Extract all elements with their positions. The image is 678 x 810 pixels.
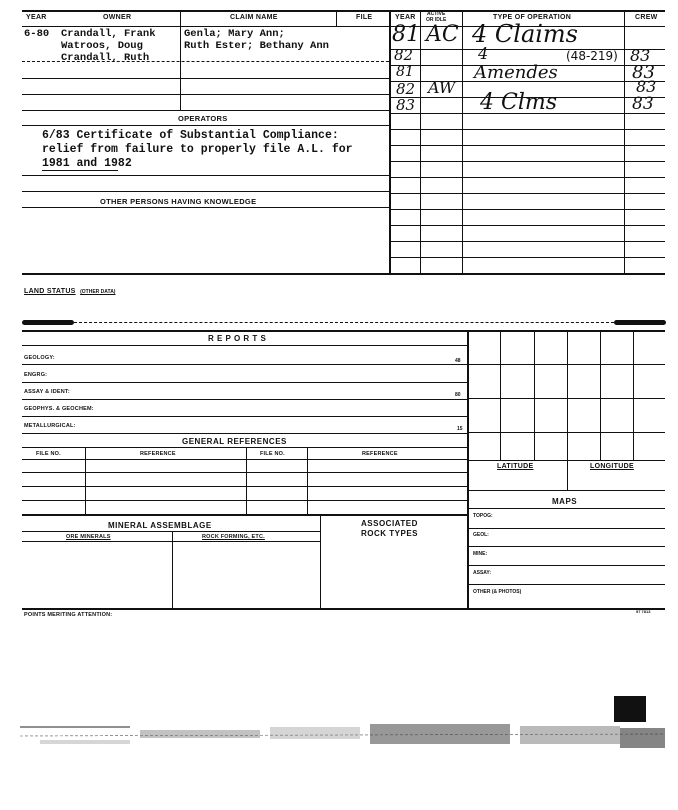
year2-header: YEAR — [395, 14, 416, 21]
longitude-label: LONGITUDE — [590, 463, 634, 470]
year-header: YEAR — [26, 14, 47, 21]
owner-name-1: Crandall, Frank — [61, 28, 156, 40]
land-status-subtitle: (OTHER DATA) — [80, 289, 116, 295]
reports-metallurgical-num: 15 — [457, 426, 463, 432]
owner-year: 6-80 — [24, 28, 50, 40]
claim-name-2: Ruth Ester; Bethany Ann — [184, 40, 329, 52]
claim-name-header: CLAIM NAME — [230, 14, 278, 21]
op-5-crew: 83 — [632, 94, 654, 114]
maps-title: MAPS — [552, 497, 578, 506]
maps-topog: TOPOG: — [473, 513, 493, 519]
op-2-note: (48-219) — [566, 49, 618, 63]
ref-header-file-no-1: FILE NO. — [36, 451, 61, 457]
operators-line-2: relief from failure to properly file A.L. for — [42, 143, 353, 156]
op-3-type: Amendes — [474, 62, 558, 83]
reports-geology-num: 48 — [455, 358, 461, 364]
reports-title: R E P O R T S — [208, 334, 267, 343]
op-5-year: 83 — [396, 96, 416, 114]
owner-header: OWNER — [103, 14, 132, 21]
claim-name-1: Genla; Mary Ann; — [184, 28, 285, 40]
divider-tab-right — [614, 320, 666, 325]
reports-assay-num: 80 — [455, 392, 461, 398]
op-4-year: 82 — [396, 80, 416, 98]
file-header: FILE — [356, 14, 373, 21]
form-number: 97 7813 — [636, 609, 651, 614]
reports-engrg-label: ENGRG: — [24, 372, 48, 378]
reports-assay-label: ASSAY & IDENT: — [24, 389, 70, 395]
owner-name-3: Crandall, Ruth — [61, 52, 150, 64]
op-4-status: AW — [428, 78, 456, 97]
op-1-type: 4 Claims — [472, 20, 578, 48]
op-4-crew: 83 — [636, 77, 657, 96]
operators-line-3: 1981 and 1982 — [42, 157, 132, 170]
land-status — [24, 280, 115, 298]
general-references-title: GENERAL REFERENCES — [182, 437, 287, 446]
type-of-operation-header: TYPE OF OPERATION — [493, 14, 572, 21]
ref-header-reference-2: REFERENCE — [362, 451, 398, 457]
other-persons-title: OTHER PERSONS HAVING KNOWLEDGE — [100, 197, 257, 206]
points-meriting-attention: POINTS MERITING ATTENTION: — [24, 612, 113, 618]
op-1-status: AC — [426, 22, 459, 47]
op-2-type: 4 — [478, 44, 489, 63]
op-2-crew: 83 — [630, 46, 651, 65]
op-2-year: 82 — [394, 46, 414, 64]
latitude-label: LATITUDE — [497, 463, 534, 470]
operators-title: OPERATORS — [178, 114, 228, 123]
op-3-crew: 83 — [632, 62, 655, 83]
owner-name-2: Watroos, Doug — [61, 40, 143, 52]
crew-header: CREW — [635, 14, 658, 21]
op-3-year: 81 — [396, 64, 414, 80]
maps-other: OTHER (& PHOTOS) — [473, 589, 522, 595]
land-status-title: LAND STATUS — [24, 288, 76, 295]
op-5-type: 4 Clms — [480, 90, 558, 115]
rock-forming-header: ROCK FORMING, ETC. — [202, 534, 265, 540]
reports-geology-label: GEOLOGY: — [24, 355, 55, 361]
ref-header-file-no-2: FILE NO. — [260, 451, 285, 457]
ref-header-reference-1: REFERENCE — [140, 451, 176, 457]
reports-geophys-label: GEOPHYS. & GEOCHEM: — [24, 406, 94, 412]
maps-assay: ASSAY: — [473, 570, 492, 576]
reports-metallurgical-label: METALLURGICAL: — [24, 423, 76, 429]
op-1-year: 81 — [392, 22, 420, 47]
scan-artifact-strip — [20, 722, 665, 752]
divider-tab-left — [22, 320, 74, 325]
mineral-assemblage-title: MINERAL ASSEMBLAGE — [108, 521, 212, 530]
associated-title-2: ROCK TYPES — [361, 529, 419, 538]
maps-geol: GEOL: — [473, 532, 489, 538]
operators-line-1: 6/83 Certificate of Substantial Compliance: — [42, 129, 339, 142]
associated-title-1: ASSOCIATED — [361, 519, 418, 528]
active-idle-header: ACTIVE OR IDLE — [426, 11, 447, 23]
ore-minerals-header: ORE MINERALS — [66, 534, 111, 540]
scan-black-square — [614, 696, 646, 722]
maps-mine: MINE: — [473, 551, 488, 557]
